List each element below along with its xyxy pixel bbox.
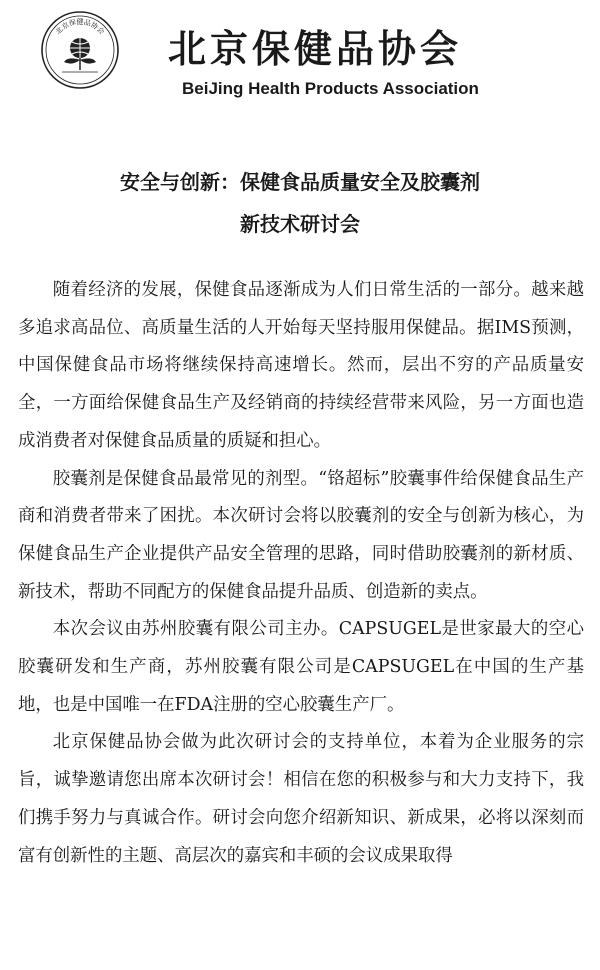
document-title-line-2: 新技术研讨会 bbox=[240, 212, 360, 236]
body-paragraph-4: 北京保健品协会做为此次研讨会的支持单位，本着为企业服务的宗旨，诚挚邀请您出席本次研讨会！相信在您的积极参与和大力支持下，我们携手努力与真诚合作。研讨会向您介绍新知识、新成果，必将以深刻而富有创新性的主题、高层次的嘉宾和丰硕的会议成果取得 bbox=[18, 732, 584, 866]
svg-text:北京保健品协会: 北京保健品协会 bbox=[54, 18, 106, 37]
body-paragraph-2: 胶囊剂是保健食品最常见的剂型。“铬超标”胶囊事件给保健食品生产商和消费者带来了困扰。本次研讨会将以胶囊剂的安全与创新为核心，为保健食品生产企业提供产品安全管理的思路，同时借助胶囊剂的新材质、新技术，帮助不同配方的保健食品提升品质、创造新的卖点。 bbox=[18, 468, 584, 602]
org-name-english: BeiJing Health Products Association bbox=[182, 79, 479, 98]
document-title-line-1: 安全与创新：保健食品质量安全及胶囊剂 bbox=[120, 170, 480, 194]
association-seal-logo bbox=[40, 10, 120, 90]
body-paragraph-3: 本次会议由苏州胶囊有限公司主办。CAPSUGEL是世家最大的空心胶囊研发和生产商，苏州胶囊有限公司是CAPSUGEL在中国的生产基地，也是中国唯一在FDA注册的空心胶囊生产厂。 bbox=[18, 619, 584, 715]
document-body bbox=[18, 272, 584, 875]
body-paragraph-1: 随着经济的发展，保健食品逐渐成为人们日常生活的一部分。越来越多追求高品位、高质量生活的人开始每天坚持服用保健品。据IMS预测，中国保健食品市场将继续保持高速增长。然而，层出不穷的产品质量安全，一方面给保健食品生产及经销商的持续经营带来风险，另一方面也造成消费者对保健食品质量的质疑和担心。 bbox=[18, 280, 584, 451]
org-name-chinese: 北京保健品协会 bbox=[168, 27, 463, 71]
